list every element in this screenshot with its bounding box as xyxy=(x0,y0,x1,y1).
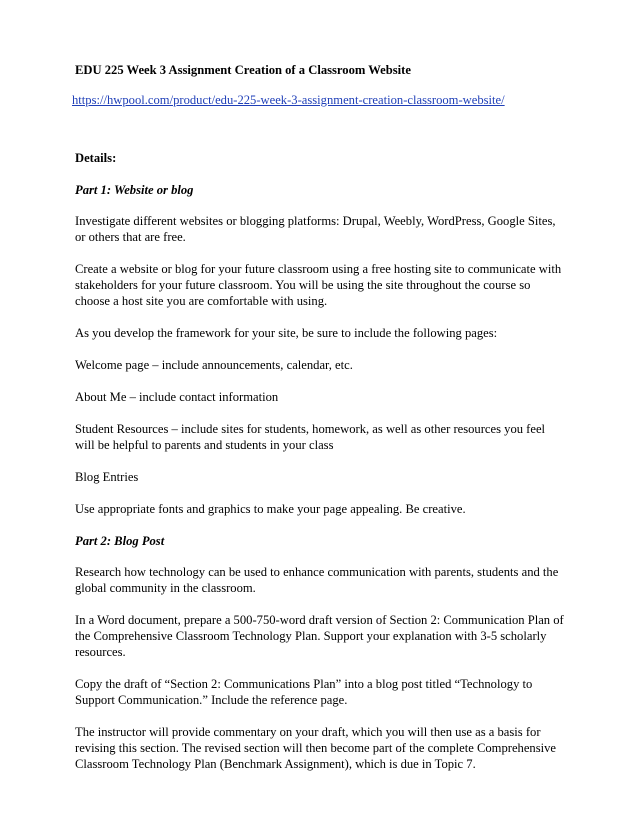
paragraph-line: As you develop the framework for your site, be sure to include the following pages: xyxy=(75,326,498,340)
part2-body xyxy=(75,564,565,772)
part1-paragraph xyxy=(75,421,565,453)
paragraph-line: Blog Entries xyxy=(75,470,139,484)
part2-paragraph xyxy=(75,612,565,660)
paragraph-line: Classroom Technology Plan (Benchmark Assignment), which is due in Topic 7. xyxy=(75,757,476,771)
paragraph-line: Student Resources – include sites for students, homework, as well as other resources you feel xyxy=(75,422,546,436)
paragraph-line: About Me – include contact information xyxy=(75,390,279,404)
paragraph-line: Use appropriate fonts and graphics to make your page appealing. Be creative. xyxy=(75,502,466,516)
details-heading: Details: xyxy=(75,151,117,165)
part1-body xyxy=(75,213,565,517)
paragraph-line: Welcome page – include announcements, calendar, etc. xyxy=(75,358,353,372)
paragraph-line: Create a website or blog for your future classroom using a free hosting site to communicate with xyxy=(75,262,562,276)
part1-paragraph xyxy=(75,501,565,517)
part2-paragraph xyxy=(75,564,565,596)
document-title: EDU 225 Week 3 Assignment Creation of a Classroom Website xyxy=(75,63,411,77)
part1-paragraph xyxy=(75,357,565,373)
paragraph-line: the Comprehensive Classroom Technology Plan. Support your explanation with 3-5 scholarly xyxy=(75,629,547,643)
part1-paragraph xyxy=(75,213,565,245)
paragraph-line: revising this section. The revised section will then become part of the complete Comprehensive xyxy=(75,741,556,755)
paragraph-line: will be helpful to parents and students in your class xyxy=(75,438,334,452)
paragraph-line: Investigate different websites or blogging platforms: Drupal, Weebly, WordPress, Google Sites, xyxy=(75,214,556,228)
document-page xyxy=(72,62,565,772)
paragraph-line: Research how technology can be used to enhance communication with parents, students and the xyxy=(75,565,559,579)
paragraph-line: choose a host site you are comfortable with using. xyxy=(75,294,328,308)
part2-paragraph xyxy=(75,676,565,708)
paragraph-line: Support Communication.” Include the reference page. xyxy=(75,693,348,707)
part2-paragraph xyxy=(75,724,565,772)
part1-paragraph xyxy=(75,389,565,405)
paragraph-line: In a Word document, prepare a 500-750-word draft version of Section 2: Communication Plan of xyxy=(75,613,564,627)
part1-heading: Part 1: Website or blog xyxy=(75,183,194,197)
paragraph-line: resources. xyxy=(75,645,126,659)
paragraph-line: The instructor will provide commentary on your draft, which you will then use as a basis for xyxy=(75,725,541,739)
product-link[interactable]: https://hwpool.com/product/edu-225-week-3-assignment-creation-classroom-website/ xyxy=(72,93,505,107)
part1-paragraph xyxy=(75,325,565,341)
paragraph-line: global community in the classroom. xyxy=(75,581,256,595)
paragraph-line: Copy the draft of “Section 2: Communications Plan” into a blog post titled “Technology to xyxy=(75,677,533,691)
paragraph-line: stakeholders for your future classroom. You will be using the site throughout the course so xyxy=(75,278,531,292)
part1-paragraph xyxy=(75,469,565,485)
part2-heading: Part 2: Blog Post xyxy=(75,534,165,548)
part1-paragraph xyxy=(75,261,565,309)
paragraph-line: or others that are free. xyxy=(75,230,186,244)
